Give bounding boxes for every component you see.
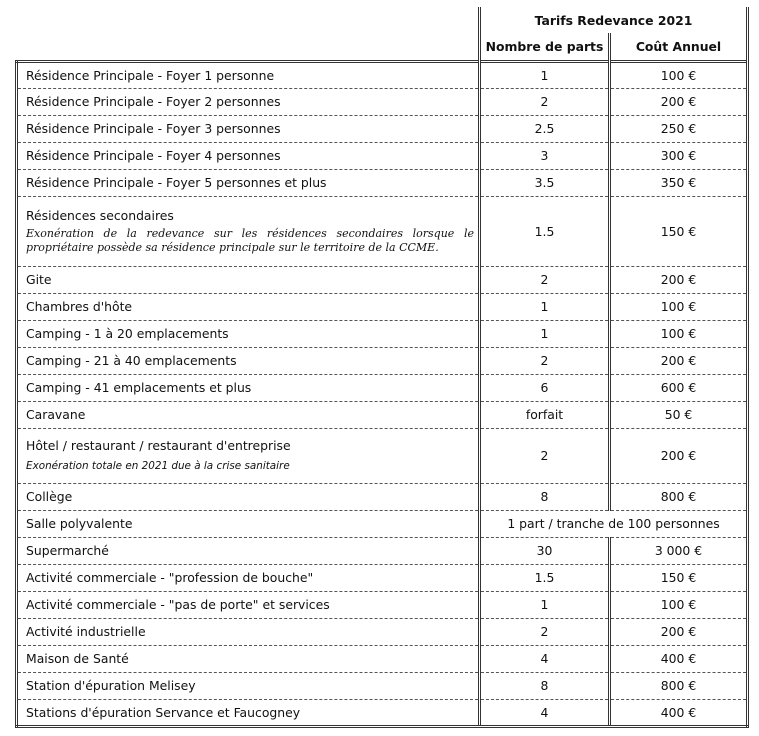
header-col-parts: Nombre de parts xyxy=(480,33,610,61)
table-row xyxy=(17,196,748,266)
row-cost: 100 € xyxy=(610,293,748,320)
row-label: Collège xyxy=(17,483,480,510)
row-parts: 1 xyxy=(480,61,610,88)
table-row xyxy=(17,293,748,320)
row-label: Camping - 21 à 40 emplacements xyxy=(17,347,480,374)
row-label: Activité commerciale - "profession de bouche" xyxy=(17,564,480,591)
row-parts: 3 xyxy=(480,142,610,169)
row-label: Résidence Principale - Foyer 5 personnes et plus xyxy=(17,169,480,196)
table-row xyxy=(17,537,748,564)
table-row xyxy=(17,401,748,428)
row-label: Salle polyvalente xyxy=(17,510,480,537)
header-blank-cell xyxy=(17,33,480,61)
row-parts: 2 xyxy=(480,618,610,645)
row-parts: 1 xyxy=(480,293,610,320)
row-parts: 1 xyxy=(480,320,610,347)
row-cost: 150 € xyxy=(610,564,748,591)
row-cost: 800 € xyxy=(610,672,748,699)
table-row xyxy=(17,591,748,618)
row-label: Hôtel / restaurant / restaurant d'entreprise xyxy=(26,438,291,453)
row-parts: 30 xyxy=(480,537,610,564)
table-row xyxy=(17,699,748,726)
row-cost: 400 € xyxy=(610,699,748,726)
row-cost: 100 € xyxy=(610,320,748,347)
row-parts: 2 xyxy=(480,266,610,293)
table-row xyxy=(17,374,748,401)
row-label: Activité commerciale - "pas de porte" et services xyxy=(17,591,480,618)
row-parts: 8 xyxy=(480,483,610,510)
row-parts: 3.5 xyxy=(480,169,610,196)
row-label-cell xyxy=(17,428,480,483)
table-row xyxy=(17,645,748,672)
row-cost: 300 € xyxy=(610,142,748,169)
row-parts: 2.5 xyxy=(480,115,610,142)
row-cost: 600 € xyxy=(610,374,748,401)
row-parts: 4 xyxy=(480,699,610,726)
row-label: Caravane xyxy=(17,401,480,428)
row-label: Résidence Principale - Foyer 3 personnes xyxy=(17,115,480,142)
row-label: Camping - 1 à 20 emplacements xyxy=(17,320,480,347)
row-cost: 350 € xyxy=(610,169,748,196)
row-cost: 100 € xyxy=(610,61,748,88)
row-merged-value: 1 part / tranche de 100 personnes xyxy=(480,510,748,537)
header-col-cost: Coût Annuel xyxy=(610,33,748,61)
row-label: Résidence Principale - Foyer 1 personne xyxy=(17,61,480,88)
row-parts: 4 xyxy=(480,645,610,672)
row-label: Camping - 41 emplacements et plus xyxy=(17,374,480,401)
row-note: Exonération de la redevance sur les résidences secondaires lorsque le propriétaire possède sa résidence principale sur le territoire de la CCME. xyxy=(26,226,474,254)
header-group-title: Tarifs Redevance 2021 xyxy=(480,7,748,33)
tarifs-table xyxy=(15,7,749,728)
row-cost: 200 € xyxy=(610,88,748,115)
row-parts: 6 xyxy=(480,374,610,401)
table-row xyxy=(17,347,748,374)
table-row xyxy=(17,618,748,645)
table-row xyxy=(17,266,748,293)
row-parts: 1 xyxy=(480,591,610,618)
row-cost: 200 € xyxy=(610,266,748,293)
row-label: Activité industrielle xyxy=(17,618,480,645)
row-cost: 150 € xyxy=(610,196,748,266)
table-row xyxy=(17,142,748,169)
table-row xyxy=(17,564,748,591)
row-cost: 200 € xyxy=(610,618,748,645)
row-cost: 800 € xyxy=(610,483,748,510)
table-row xyxy=(17,88,748,115)
row-label: Station d'épuration Melisey xyxy=(17,672,480,699)
row-cost: 250 € xyxy=(610,115,748,142)
row-cost: 100 € xyxy=(610,591,748,618)
row-parts: 2 xyxy=(480,347,610,374)
row-parts: 1.5 xyxy=(480,564,610,591)
row-label: Résidence Principale - Foyer 2 personnes xyxy=(17,88,480,115)
row-label: Chambres d'hôte xyxy=(17,293,480,320)
row-parts: 8 xyxy=(480,672,610,699)
row-label: Supermarché xyxy=(17,537,480,564)
row-label: Stations d'épuration Servance et Faucogney xyxy=(17,699,480,726)
row-parts: 2 xyxy=(480,428,610,483)
row-label-cell xyxy=(17,196,480,266)
row-cost: 200 € xyxy=(610,347,748,374)
row-note: Exonération totale en 2021 due à la crise sanitaire xyxy=(26,460,290,472)
row-label: Résidence Principale - Foyer 4 personnes xyxy=(17,142,480,169)
row-cost: 400 € xyxy=(610,645,748,672)
row-cost: 3 000 € xyxy=(610,537,748,564)
row-parts: forfait xyxy=(480,401,610,428)
table-row xyxy=(17,428,748,483)
row-cost: 50 € xyxy=(610,401,748,428)
table-row xyxy=(17,169,748,196)
header-blank-cell xyxy=(17,7,480,33)
table-row xyxy=(17,672,748,699)
row-label: Gite xyxy=(17,266,480,293)
row-cost: 200 € xyxy=(610,428,748,483)
table-row xyxy=(17,320,748,347)
row-label: Maison de Santé xyxy=(17,645,480,672)
table-row xyxy=(17,115,748,142)
table-row xyxy=(17,510,748,537)
row-parts: 1.5 xyxy=(480,196,610,266)
table-row xyxy=(17,61,748,88)
row-label: Résidences secondaires xyxy=(26,207,174,223)
table-row xyxy=(17,483,748,510)
row-parts: 2 xyxy=(480,88,610,115)
